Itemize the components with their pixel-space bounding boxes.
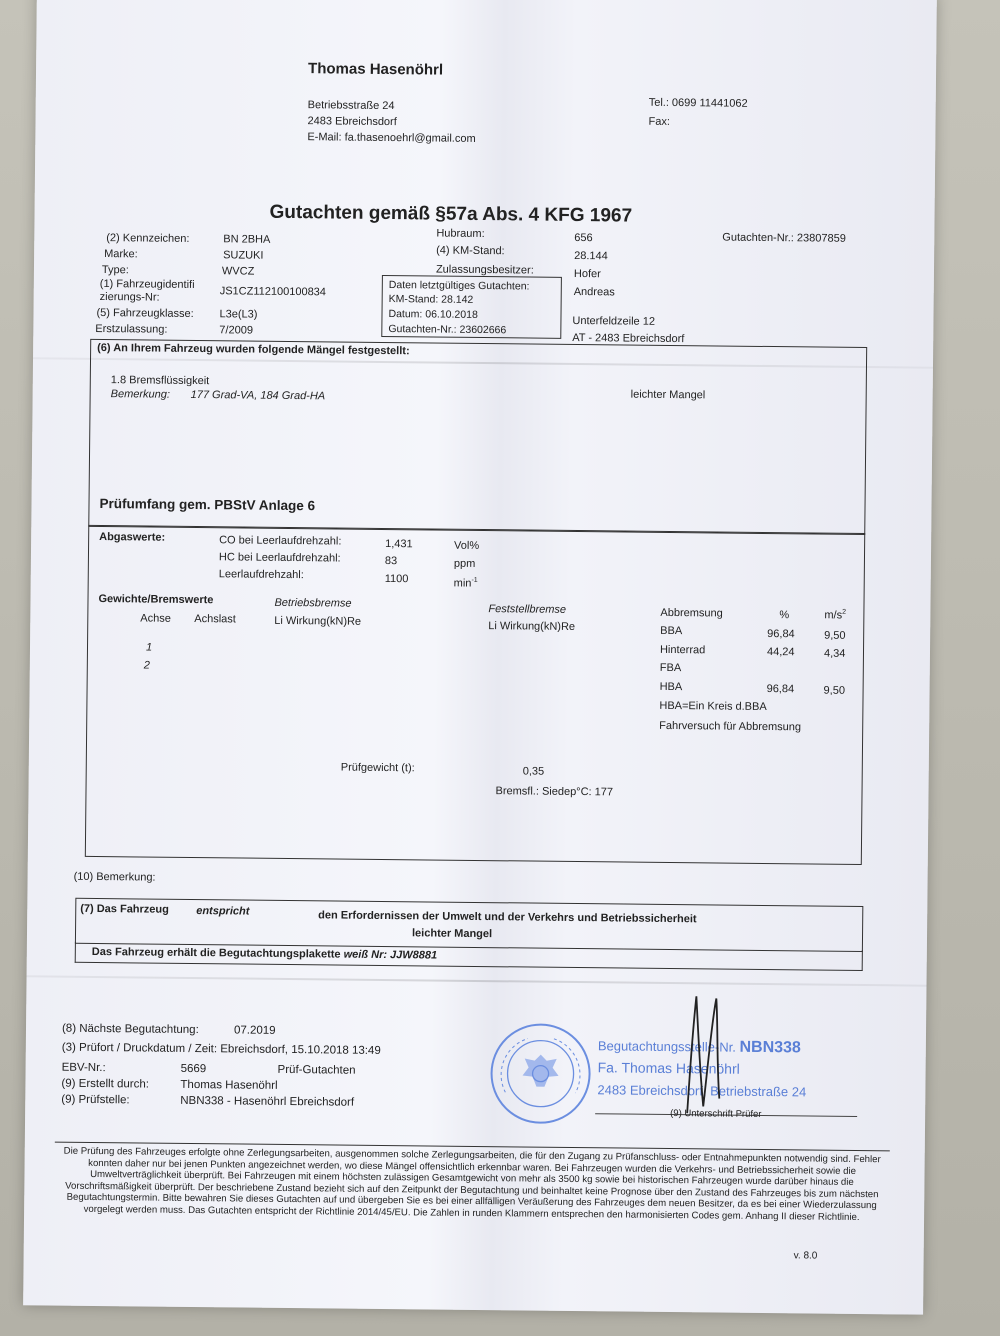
rpm-unit-base: min bbox=[453, 577, 472, 590]
value-kennzeichen: BN 2BHA bbox=[223, 233, 271, 246]
seal-stamp-icon bbox=[487, 1020, 594, 1127]
result-severity: leichter Mangel bbox=[411, 927, 493, 941]
service-brake-columns: Li Wirkung(kN)Re bbox=[274, 614, 362, 628]
value-marke: SUZUKI bbox=[223, 249, 264, 262]
brake-row-label: FBA bbox=[659, 661, 682, 675]
pruefgewicht-value: 0,35 bbox=[522, 765, 545, 778]
hc-value: 83 bbox=[384, 554, 398, 568]
hba-note: HBA=Ein Kreis d.BBA bbox=[659, 699, 767, 714]
defect-item: 1.8 Bremsflüssigkeit bbox=[110, 374, 210, 388]
scope-heading: Prüfumfang gem. PBStV Anlage 6 bbox=[99, 496, 316, 514]
brake-row-ms: 9,50 bbox=[823, 684, 846, 697]
value-gutachten-nr: Gutachten-Nr.: 23807859 bbox=[722, 231, 846, 245]
label-kennzeichen: (2) Kennzeichen: bbox=[106, 232, 190, 245]
siedepunkt: Bremsfl.: Siedep°C: 177 bbox=[495, 785, 614, 799]
previous-km: KM-Stand: 28.142 bbox=[388, 293, 474, 306]
ms-heading bbox=[824, 606, 846, 623]
brake-row-ms: 9,50 bbox=[824, 629, 846, 642]
service-brake-heading: Betriebsbremse bbox=[274, 596, 352, 610]
value-adresse-1: Unterfeldzeile 12 bbox=[572, 314, 656, 328]
label-fin-1: (1) Fahrzeugidentifi bbox=[99, 277, 195, 291]
value-km-stand: 28.144 bbox=[574, 249, 608, 263]
brake-row-label: HBA bbox=[659, 680, 683, 694]
hc-label: HC bei Leerlaufdrehzahl: bbox=[218, 551, 341, 565]
previous-report-box bbox=[381, 275, 562, 339]
ms-heading-exponent: 2 bbox=[842, 608, 847, 616]
company-name: Thomas Hasenöhrl bbox=[307, 60, 444, 79]
ebv-type: Prüf-Gutachten bbox=[277, 1063, 356, 1077]
stamp-line-3: 2483 Ebreichsdorf, Betriebstraße 24 bbox=[597, 1082, 807, 1100]
co-label: CO bei Leerlaufdrehzahl: bbox=[219, 534, 342, 548]
ebv-value: 5669 bbox=[180, 1062, 207, 1076]
defects-box bbox=[88, 339, 867, 535]
erstellt-label: (9) Erstellt durch: bbox=[61, 1077, 150, 1091]
value-fahrzeugklasse: L3e(L3) bbox=[219, 308, 258, 321]
value-besitzer-2: Andreas bbox=[573, 285, 615, 299]
previous-nr: Gutachten-Nr.: 23602666 bbox=[388, 323, 507, 337]
brake-row-label: Hinterrad bbox=[659, 643, 706, 657]
pruefstelle-label: (9) Prüfstelle: bbox=[61, 1093, 130, 1107]
value-erstzulassung: 7/2009 bbox=[219, 324, 254, 337]
pruefgewicht-label: Prüfgewicht (t): bbox=[340, 761, 415, 775]
percent-heading: % bbox=[779, 609, 790, 622]
brake-row-percent: 44,24 bbox=[766, 646, 795, 659]
previous-title: Daten letztgültiges Gutachten: bbox=[388, 279, 530, 293]
co-value: 1,431 bbox=[385, 538, 413, 551]
rpm-value: 1100 bbox=[384, 572, 409, 586]
defect-severity: leichter Mangel bbox=[630, 388, 706, 402]
pruefort: (3) Prüfort / Druckdatum / Zeit: Ebreichsdorf, 15.10.2018 13:49 bbox=[61, 1041, 381, 1057]
plakette-text: Das Fahrzeug erhält die Begutachtungsplakette bbox=[91, 945, 341, 961]
label-marke: Marke: bbox=[104, 248, 138, 261]
axle-1: 1 bbox=[145, 641, 153, 654]
company-email: E-Mail: fa.thasenoehrl@gmail.com bbox=[307, 131, 476, 145]
document-title: Gutachten gemäß §57a Abs. 4 KFG 1967 bbox=[269, 201, 633, 227]
exhaust-label: Abgaswerte: bbox=[99, 531, 166, 544]
naechste-label: (8) Nächste Begutachtung: bbox=[61, 1022, 199, 1037]
parking-brake-columns: Li Wirkung(kN)Re bbox=[488, 620, 576, 633]
rpm-label: Leerlaufdrehzahl: bbox=[218, 568, 304, 582]
ebv-label: EBV-Nr.: bbox=[61, 1061, 106, 1075]
value-hubraum: 656 bbox=[574, 231, 593, 245]
label-zulassungsbesitzer: Zulassungsbesitzer: bbox=[435, 263, 534, 277]
value-fin: JS1CZ112100100834 bbox=[219, 285, 327, 299]
axle-column: Achse bbox=[140, 612, 171, 625]
naechste-value: 07.2019 bbox=[233, 1024, 276, 1037]
label-hubraum: Hubraum: bbox=[436, 227, 485, 241]
brake-row-label: BBA bbox=[660, 624, 683, 638]
disclaimer: Die Prüfung des Fahrzeuges erfolgte ohne Zerlegungsarbeiten, ausgenommen solche Zerlegungsarbeiten, die für den Zugang zu Prüfanschluss- oder Entnahmepunkten notwendig sind. Fehler konnten daher nur bei jenen Punkten angezeichnet werden, wo diese Mängel offensichtlich erkennbar waren. Bei Fahrzeugen wurden die Verkehrs- und Betriebssicherheit sowie die Umweltverträglichkeit überprüft. Bei Fahrzeugen mit einem höchsten zulässigen Gesamtgewicht von mehr als 3500 kg sowie bei historischen Fahrzeugen wurde darüber hinaus die Vorschriftsmäßigkeit überprüft. Der beschriebene Zustand bezieht sich auf den Zeitpunkt der Begutachtung und beinhaltet keine Prognose über den Zustand des Fahrzeuges bis zum nächsten Begutachtungstermin. Bitte bewahren Sie dieses Gutachten auf und übergeben Sie es bei einer allfälligen Veräußerung des Fahrzeuges dem neuen Besitzer, da es bei einer Wiederzulassung vorgelegt werden muss. Das Gutachten entspricht der Richtlinie 2014/45/EU. Die Zahlen in runden Klammern entsprechen den harmonisierten Codes gem. Anhang II dieser Richtlinie. bbox=[54, 1142, 890, 1224]
label-type: Type: bbox=[101, 264, 129, 277]
defect-remark-label: Bemerkung: bbox=[110, 388, 171, 401]
defect-remark: 177 Grad-VA, 184 Grad-HA bbox=[190, 388, 326, 403]
version: v. 8.0 bbox=[793, 1250, 818, 1262]
stamp-number: NBN338 bbox=[739, 1038, 801, 1057]
rpm-unit bbox=[454, 574, 478, 591]
stamp-label: Begutachtungsstelle-Nr. bbox=[597, 1038, 736, 1055]
hc-unit: ppm bbox=[453, 557, 476, 570]
ms-heading-base: m/s bbox=[824, 609, 843, 622]
abbremsung-heading: Abbremsung bbox=[660, 606, 723, 620]
label-km-stand: (4) KM-Stand: bbox=[436, 244, 505, 258]
plakette-number: weiß Nr: JJW8881 bbox=[343, 948, 438, 962]
brake-row-ms: 4,34 bbox=[823, 647, 846, 660]
rpm-unit-exponent: -1 bbox=[471, 576, 478, 584]
label-fahrzeugklasse: (5) Fahrzeugklasse: bbox=[96, 306, 194, 320]
pruefstelle-value: NBN338 - Hasenöhrl Ebreichsdorf bbox=[180, 1094, 355, 1109]
company-street: Betriebsstraße 24 bbox=[307, 99, 395, 113]
stamp-line-2: Fa. Thomas Hasenöhrl bbox=[597, 1059, 740, 1077]
parking-brake-heading: Feststellbremse bbox=[488, 603, 567, 616]
brakes-heading: Gewichte/Bremswerte bbox=[98, 593, 214, 607]
erstellt-value: Thomas Hasenöhrl bbox=[180, 1078, 278, 1092]
label-erstzulassung: Erstzulassung: bbox=[95, 322, 168, 336]
signature-label: (9) Unterschrift Prüfer bbox=[670, 1108, 762, 1120]
bemerkung-label: (10) Bemerkung: bbox=[73, 870, 156, 884]
value-type: WVCZ bbox=[221, 265, 255, 278]
test-note: Fahrversuch für Abbremsung bbox=[659, 719, 802, 734]
inspection-report-sheet bbox=[23, 0, 937, 1315]
company-city: 2483 Ebreichsdorf bbox=[307, 115, 397, 129]
previous-datum: Datum: 06.10.2018 bbox=[388, 308, 478, 321]
result-prefix: (7) Das Fahrzeug bbox=[80, 902, 169, 916]
brake-row-percent: 96,84 bbox=[766, 683, 795, 696]
value-adresse-2: AT - 2483 Ebreichsdorf bbox=[572, 331, 685, 346]
label-fin-2: zierungs-Nr: bbox=[99, 290, 160, 304]
measurements-box bbox=[85, 525, 865, 865]
company-fax: Fax: bbox=[648, 115, 671, 128]
result-text: den Erfordernissen der Umwelt und der Verkehrs und Betriebssicherheit bbox=[318, 909, 697, 926]
axle-2: 2 bbox=[143, 659, 151, 672]
result-verdict: entspricht bbox=[196, 905, 250, 918]
signature-icon bbox=[675, 988, 736, 1119]
value-besitzer-1: Hofer bbox=[573, 267, 601, 281]
company-tel: Tel.: 0699 11441062 bbox=[648, 96, 748, 110]
plakette-line bbox=[92, 945, 438, 963]
brake-row-percent: 96,84 bbox=[767, 628, 795, 641]
co-unit: Vol% bbox=[454, 539, 480, 552]
axle-load-column: Achslast bbox=[194, 613, 236, 626]
defects-heading: (6) An Ihrem Fahrzeug wurden folgende Mängel festgestellt: bbox=[97, 341, 410, 358]
